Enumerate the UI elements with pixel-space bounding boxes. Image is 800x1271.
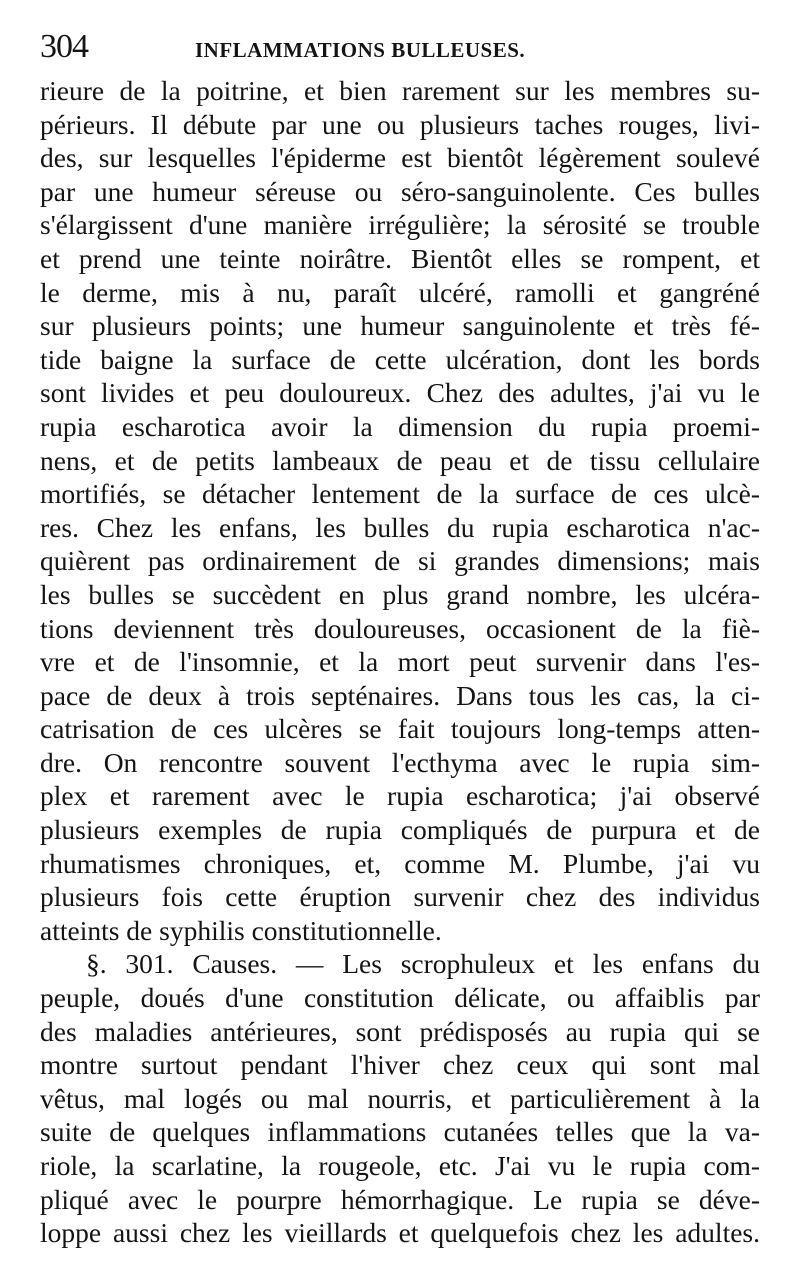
text-line: des, sur lesquelles l'épiderme est bientôt légèrement soulevé xyxy=(40,142,760,174)
text-line: pliqué avec le pourpre hémorrhagique. Le rupia se déve- xyxy=(40,1183,760,1215)
text-line: rhumatismes chroniques, et, comme M. Plumbe, j'ai vu xyxy=(40,847,760,879)
text-line: tions deviennent très douloureuses, occasionent de la fiè- xyxy=(40,612,760,644)
text-line: s'élargissent d'une manière irrégulière; la sérosité se trouble xyxy=(40,209,760,241)
text-line: vêtus, mal logés ou mal nourris, et particulièrement à la xyxy=(40,1082,760,1114)
running-title: INFLAMMATIONS BULLEUSES. xyxy=(195,38,526,62)
text-line: dre. On rencontre souvent l'ecthyma avec le rupia sim- xyxy=(40,746,760,778)
text-line: peuple, doués d'une constitution délicate, ou affaiblis par xyxy=(40,982,760,1014)
text-line: plex et rarement avec le rupia escharotica; j'ai observé xyxy=(40,780,760,812)
text-line: périeurs. Il débute par une ou plusieurs taches rouges, livi- xyxy=(40,108,760,140)
text-line: nens, et de petits lambeaux de peau et de tissu cellulaire xyxy=(40,444,760,476)
text-line: sur plusieurs points; une humeur sanguinolente et très fé- xyxy=(40,310,760,342)
text-line: rupia escharotica avoir la dimension du rupia proemi- xyxy=(40,410,760,442)
text-line: montre surtout pendant l'hiver chez ceux qui sont mal xyxy=(40,1049,760,1081)
text-line: quièrent pas ordinairement de si grandes dimensions; mais xyxy=(40,545,760,577)
page-number: 304 xyxy=(40,28,88,65)
text-line: sont livides et peu douloureux. Chez des adultes, j'ai vu le xyxy=(40,377,760,409)
text-line: et prend une teinte noirâtre. Bientôt elles se rompent, et xyxy=(40,242,760,274)
text-line: plusieurs exemples de rupia compliqués de purpura et de xyxy=(40,814,760,846)
text-line: le derme, mis à nu, paraît ulcéré, ramolli et gangréné xyxy=(40,276,760,308)
body-text xyxy=(40,74,760,1250)
text-line: vre et de l'insomnie, et la mort peut survenir dans l'es- xyxy=(40,646,760,678)
text-line: res. Chez les enfans, les bulles du rupia escharotica n'ac- xyxy=(40,511,760,543)
text-line: atteints de syphilis constitutionnelle. xyxy=(40,914,442,946)
text-line: mortifiés, se détacher lentement de la surface de ces ulcè- xyxy=(40,478,760,510)
text-line: suite de quelques inflammations cutanées telles que la va- xyxy=(40,1116,760,1148)
text-line: catrisation de ces ulcères se fait toujours long-temps atten- xyxy=(40,713,760,745)
text-line: plusieurs fois cette éruption survenir chez des individus xyxy=(40,881,760,913)
text-line: pace de deux à trois septénaires. Dans tous les cas, la ci- xyxy=(40,679,760,711)
text-line: des maladies antérieures, sont prédisposés au rupia qui se xyxy=(40,1015,760,1047)
text-line: les bulles se succèdent en plus grand nombre, les ulcéra- xyxy=(40,578,760,610)
text-line: loppe aussi chez les vieillards et quelquefois chez les adultes. xyxy=(40,1217,760,1249)
text-line: rieure de la poitrine, et bien rarement sur les membres su- xyxy=(40,75,760,106)
section-heading-line: §. 301. Causes. — Les scrophuleux et les enfans du xyxy=(86,948,760,980)
text-line: tide baigne la surface de cette ulcération, dont les bords xyxy=(40,343,760,375)
page-header xyxy=(40,28,760,74)
text-line: par une humeur séreuse ou séro-sanguinolente. Ces bulles xyxy=(40,175,760,207)
text-line: riole, la scarlatine, la rougeole, etc. J'ai vu le rupia com- xyxy=(40,1150,760,1181)
